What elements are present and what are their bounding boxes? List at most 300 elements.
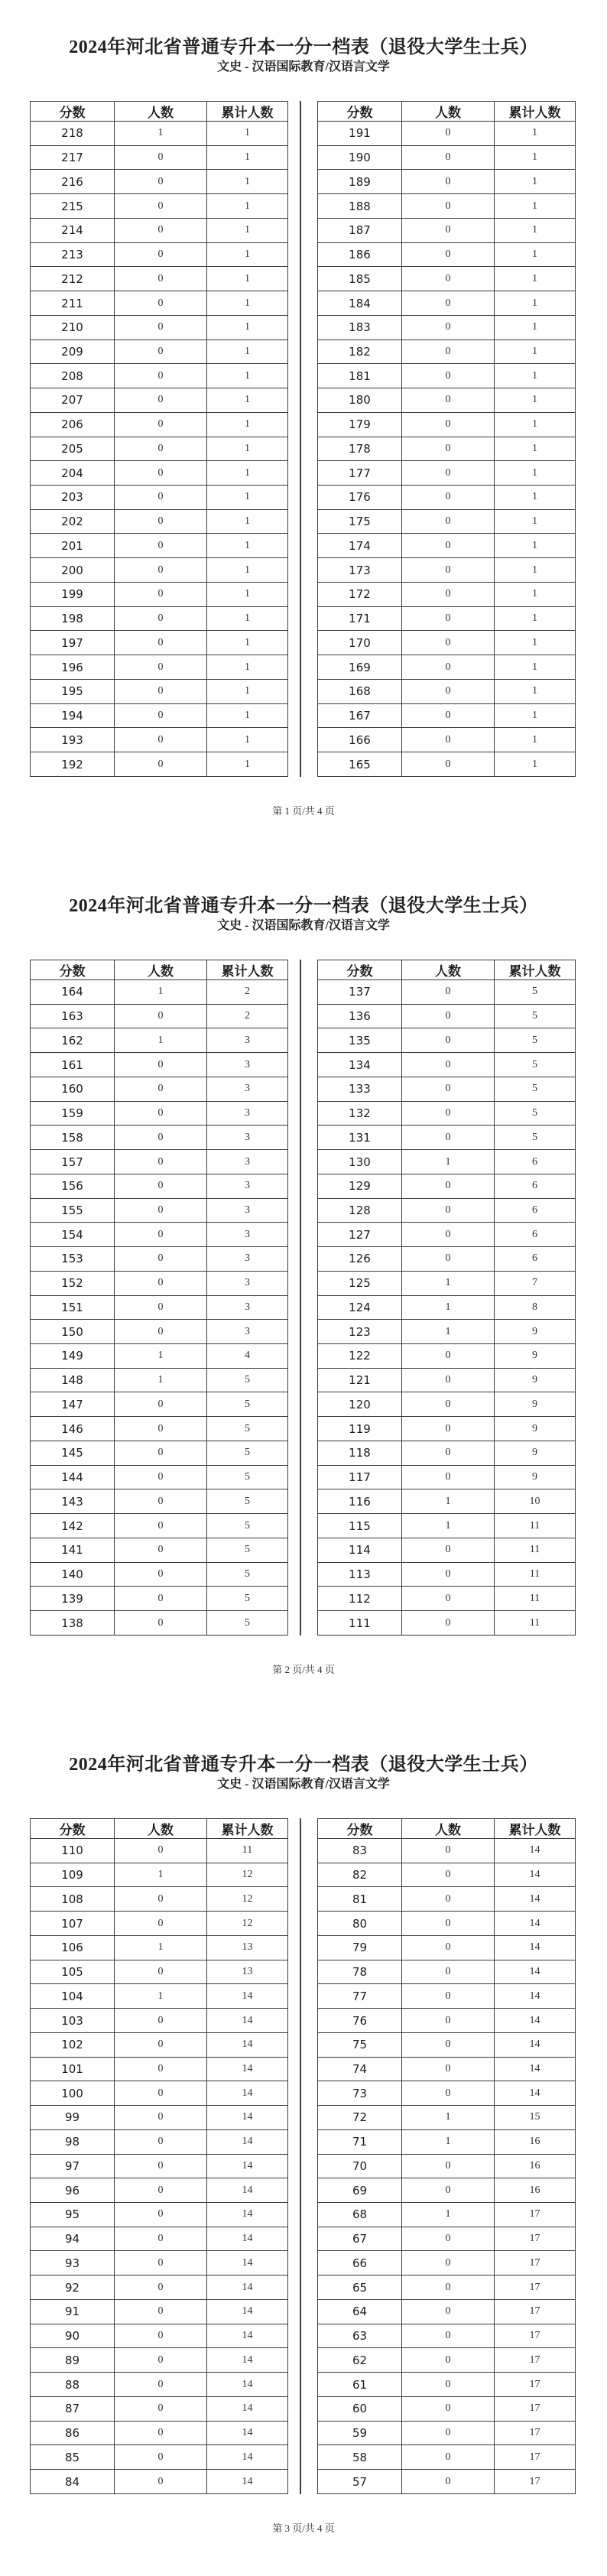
count-cell: 0 — [115, 364, 207, 388]
cumulative-cell: 9 — [495, 1417, 576, 1441]
table-row — [318, 218, 576, 242]
table-row — [31, 1839, 288, 1863]
cumulative-cell: 5 — [207, 1417, 288, 1441]
table-row — [318, 2154, 576, 2178]
cumulative-cell: 6 — [495, 1247, 576, 1272]
cumulative-cell: 1 — [207, 728, 288, 752]
table-row — [318, 2421, 576, 2445]
score-cell: 119 — [318, 1417, 402, 1441]
table-row — [31, 1028, 288, 1053]
score-cell: 202 — [31, 509, 115, 534]
cumulative-cell: 3 — [207, 1320, 288, 1344]
score-cell: 65 — [318, 2276, 402, 2300]
table-row — [318, 1514, 576, 1538]
table-row — [31, 2129, 288, 2154]
score-cell: 107 — [31, 1912, 115, 1936]
table-row — [31, 486, 288, 510]
table-row — [318, 170, 576, 194]
score-cell: 74 — [318, 2057, 402, 2081]
score-cell: 116 — [318, 1489, 402, 1514]
cumulative-cell: 1 — [495, 412, 576, 437]
score-table-right — [317, 1818, 576, 2494]
column-header: 累计人数 — [495, 102, 576, 122]
table-row — [318, 1839, 576, 1863]
cumulative-cell: 3 — [207, 1101, 288, 1126]
table-row — [318, 291, 576, 316]
table-row — [318, 2081, 576, 2106]
table-row — [318, 486, 576, 510]
score-cell: 118 — [318, 1441, 402, 1465]
cumulative-cell: 3 — [207, 1198, 288, 1223]
cumulative-cell: 1 — [207, 339, 288, 364]
table-row — [31, 1174, 288, 1198]
score-cell: 98 — [31, 2129, 115, 2154]
score-cell: 192 — [31, 752, 115, 777]
cumulative-cell: 1 — [495, 291, 576, 316]
page-footer: 第 2 页/共 4 页 — [272, 1664, 335, 1675]
cumulative-cell: 17 — [495, 2324, 576, 2348]
count-cell: 0 — [402, 2324, 495, 2348]
count-cell: 1 — [402, 1150, 495, 1174]
count-cell: 1 — [402, 1271, 495, 1295]
table-row — [31, 509, 288, 534]
table-row — [318, 2470, 576, 2494]
score-cell: 112 — [318, 1587, 402, 1611]
cumulative-cell: 1 — [495, 145, 576, 170]
table-row — [318, 1344, 576, 1369]
page-footer: 第 3 页/共 4 页 — [272, 2522, 335, 2534]
count-cell: 0 — [115, 2421, 207, 2445]
count-cell: 0 — [115, 1489, 207, 1514]
column-header: 人数 — [115, 960, 207, 980]
cumulative-cell: 14 — [207, 2032, 288, 2057]
cumulative-cell: 1 — [207, 315, 288, 339]
table-row — [31, 2373, 288, 2397]
score-cell: 61 — [318, 2373, 402, 2397]
cumulative-cell: 1 — [207, 412, 288, 437]
count-cell: 0 — [402, 1863, 495, 1887]
cumulative-cell: 1 — [495, 655, 576, 680]
count-cell: 0 — [402, 631, 495, 655]
table-row — [318, 437, 576, 461]
table-row — [31, 1271, 288, 1295]
count-cell: 1 — [115, 122, 207, 146]
score-cell: 57 — [318, 2470, 402, 2494]
table-row — [31, 218, 288, 242]
table-row — [31, 1344, 288, 1369]
count-cell: 0 — [115, 1271, 207, 1295]
score-cell: 214 — [31, 218, 115, 242]
cumulative-cell: 14 — [207, 2470, 288, 2494]
table-row — [318, 267, 576, 291]
cumulative-cell: 16 — [495, 2154, 576, 2178]
column-header: 人数 — [402, 102, 495, 122]
table-row — [318, 631, 576, 655]
count-cell: 0 — [115, 2396, 207, 2421]
table-row — [31, 242, 288, 267]
table-row — [31, 558, 288, 583]
count-cell: 0 — [402, 2299, 495, 2324]
score-cell: 207 — [31, 388, 115, 413]
score-cell: 184 — [318, 291, 402, 316]
table-row — [31, 2251, 288, 2276]
score-cell: 138 — [31, 1611, 115, 1636]
table-row — [31, 1247, 288, 1272]
table-row — [318, 2324, 576, 2348]
cumulative-cell: 1 — [495, 509, 576, 534]
count-cell: 0 — [402, 1247, 495, 1272]
count-cell: 0 — [402, 1935, 495, 1960]
score-cell: 84 — [31, 2470, 115, 2494]
cumulative-cell: 1 — [495, 631, 576, 655]
score-cell: 137 — [318, 980, 402, 1005]
score-cell: 73 — [318, 2081, 402, 2106]
table-row — [318, 1174, 576, 1198]
count-cell: 0 — [115, 655, 207, 680]
table-row — [31, 655, 288, 680]
score-cell: 117 — [318, 1465, 402, 1489]
page-2 — [0, 859, 607, 1717]
table-row — [31, 291, 288, 316]
cumulative-cell: 1 — [495, 728, 576, 752]
header-row — [31, 960, 288, 980]
cumulative-cell: 10 — [495, 1489, 576, 1514]
cumulative-cell: 14 — [495, 1984, 576, 2009]
table-row — [31, 2203, 288, 2227]
score-cell: 169 — [318, 655, 402, 680]
cumulative-cell: 9 — [495, 1368, 576, 1392]
count-cell: 0 — [115, 315, 207, 339]
cumulative-cell: 1 — [495, 388, 576, 413]
table-row — [318, 339, 576, 364]
cumulative-cell: 6 — [495, 1174, 576, 1198]
score-cell: 171 — [318, 606, 402, 631]
score-cell: 172 — [318, 582, 402, 606]
cumulative-cell: 14 — [495, 2009, 576, 2033]
column-header: 人数 — [402, 960, 495, 980]
score-cell: 194 — [31, 703, 115, 728]
table-row — [31, 1935, 288, 1960]
cumulative-cell: 14 — [207, 2203, 288, 2227]
count-cell: 0 — [115, 2203, 207, 2227]
count-cell: 0 — [402, 1198, 495, 1223]
page-1 — [0, 0, 607, 859]
score-cell: 122 — [318, 1344, 402, 1369]
table-row — [31, 364, 288, 388]
score-cell: 208 — [31, 364, 115, 388]
table-row — [318, 1489, 576, 1514]
score-cell: 186 — [318, 242, 402, 267]
score-cell: 114 — [318, 1538, 402, 1562]
score-cell: 133 — [318, 1077, 402, 1101]
cumulative-cell: 1 — [207, 218, 288, 242]
cumulative-cell: 3 — [207, 1174, 288, 1198]
cumulative-cell: 1 — [207, 606, 288, 631]
score-table-left — [30, 1818, 288, 2494]
cumulative-cell: 16 — [495, 2129, 576, 2154]
score-cell: 70 — [318, 2154, 402, 2178]
cumulative-cell: 12 — [207, 1912, 288, 1936]
cumulative-cell: 5 — [207, 1562, 288, 1587]
table-row — [31, 194, 288, 219]
cumulative-cell: 14 — [207, 2373, 288, 2397]
cumulative-cell: 1 — [495, 461, 576, 486]
cumulative-cell: 1 — [207, 291, 288, 316]
count-cell: 0 — [402, 582, 495, 606]
count-cell: 0 — [115, 2106, 207, 2130]
table-row — [31, 1611, 288, 1636]
count-cell: 0 — [115, 2009, 207, 2033]
table-row — [318, 2032, 576, 2057]
count-cell: 0 — [115, 2154, 207, 2178]
table-row — [31, 1587, 288, 1611]
score-cell: 147 — [31, 1392, 115, 1417]
table-row — [31, 1984, 288, 2009]
table-row — [318, 2009, 576, 2033]
cumulative-cell: 14 — [495, 2057, 576, 2081]
score-cell: 182 — [318, 339, 402, 364]
score-cell: 121 — [318, 1368, 402, 1392]
score-cell: 198 — [31, 606, 115, 631]
table-row — [31, 679, 288, 703]
table-row — [31, 1887, 288, 1912]
table-row — [318, 388, 576, 413]
count-cell: 0 — [115, 2227, 207, 2251]
count-cell: 0 — [115, 1004, 207, 1028]
score-cell: 132 — [318, 1101, 402, 1126]
cumulative-cell: 3 — [207, 1247, 288, 1272]
cumulative-cell: 17 — [495, 2203, 576, 2227]
count-cell: 0 — [402, 1611, 495, 1636]
count-cell: 1 — [402, 2203, 495, 2227]
count-cell: 0 — [115, 2373, 207, 2397]
cumulative-cell: 1 — [495, 267, 576, 291]
cumulative-cell: 1 — [207, 388, 288, 413]
table-row — [318, 2251, 576, 2276]
cumulative-cell: 5 — [495, 1101, 576, 1126]
table-row — [318, 1247, 576, 1272]
count-cell: 0 — [402, 388, 495, 413]
score-cell: 168 — [318, 679, 402, 703]
count-cell: 0 — [115, 1392, 207, 1417]
column-header: 人数 — [402, 1819, 495, 1839]
table-row — [318, 2373, 576, 2397]
score-cell: 69 — [318, 2178, 402, 2203]
cumulative-cell: 14 — [207, 2129, 288, 2154]
table-row — [31, 582, 288, 606]
table-row — [318, 1912, 576, 1936]
score-cell: 105 — [31, 1960, 115, 1984]
score-cell: 145 — [31, 1441, 115, 1465]
count-cell: 0 — [402, 2009, 495, 2033]
score-cell: 76 — [318, 2009, 402, 2033]
count-cell: 0 — [115, 1101, 207, 1126]
cumulative-cell: 5 — [207, 1392, 288, 1417]
count-cell: 0 — [115, 1223, 207, 1247]
count-cell: 0 — [115, 703, 207, 728]
score-cell: 170 — [318, 631, 402, 655]
cumulative-cell: 16 — [495, 2178, 576, 2203]
score-cell: 134 — [318, 1053, 402, 1077]
table-row — [318, 315, 576, 339]
cumulative-cell: 9 — [495, 1465, 576, 1489]
count-cell: 0 — [115, 679, 207, 703]
table-row — [318, 1887, 576, 1912]
table-row — [31, 1417, 288, 1441]
count-cell: 0 — [402, 1587, 495, 1611]
score-cell: 203 — [31, 486, 115, 510]
score-cell: 167 — [318, 703, 402, 728]
table-row — [31, 2178, 288, 2203]
page-footer: 第 1 页/共 4 页 — [272, 805, 335, 817]
score-cell: 206 — [31, 412, 115, 437]
count-cell: 1 — [402, 1295, 495, 1320]
count-cell: 0 — [402, 412, 495, 437]
count-cell: 0 — [402, 1465, 495, 1489]
count-cell: 0 — [115, 267, 207, 291]
count-cell: 1 — [402, 1489, 495, 1514]
cumulative-cell: 14 — [495, 1863, 576, 1887]
count-cell: 0 — [402, 2445, 495, 2470]
score-cell: 110 — [31, 1839, 115, 1863]
column-header: 分数 — [318, 1819, 402, 1839]
cumulative-cell: 14 — [495, 1912, 576, 1936]
table-row — [31, 1198, 288, 1223]
table-row — [318, 1004, 576, 1028]
table-divider — [300, 960, 301, 1636]
count-cell: 1 — [402, 1320, 495, 1344]
count-cell: 0 — [115, 486, 207, 510]
score-cell: 189 — [318, 170, 402, 194]
score-cell: 212 — [31, 267, 115, 291]
score-cell: 129 — [318, 1174, 402, 1198]
count-cell: 0 — [402, 509, 495, 534]
table-row — [318, 2106, 576, 2130]
score-cell: 166 — [318, 728, 402, 752]
cumulative-cell: 1 — [495, 534, 576, 558]
count-cell: 0 — [115, 1441, 207, 1465]
cumulative-cell: 5 — [207, 1441, 288, 1465]
count-cell: 0 — [115, 1912, 207, 1936]
score-cell: 200 — [31, 558, 115, 583]
count-cell: 0 — [115, 1198, 207, 1223]
cumulative-cell: 14 — [207, 2299, 288, 2324]
count-cell: 1 — [115, 1863, 207, 1887]
cumulative-cell: 5 — [207, 1587, 288, 1611]
table-row — [318, 194, 576, 219]
cumulative-cell: 1 — [207, 170, 288, 194]
cumulative-cell: 14 — [207, 2009, 288, 2033]
score-cell: 179 — [318, 412, 402, 437]
cumulative-cell: 1 — [495, 703, 576, 728]
cumulative-cell: 1 — [495, 606, 576, 631]
table-row — [31, 2276, 288, 2300]
count-cell: 0 — [402, 1174, 495, 1198]
table-row — [318, 145, 576, 170]
score-cell: 193 — [31, 728, 115, 752]
count-cell: 0 — [402, 1126, 495, 1150]
cumulative-cell: 9 — [495, 1441, 576, 1465]
table-row — [31, 606, 288, 631]
column-header: 累计人数 — [495, 1819, 576, 1839]
count-cell: 0 — [402, 2081, 495, 2106]
cumulative-cell: 5 — [207, 1489, 288, 1514]
count-cell: 0 — [402, 242, 495, 267]
count-cell: 0 — [402, 1984, 495, 2009]
score-cell: 89 — [31, 2348, 115, 2373]
score-cell: 143 — [31, 1489, 115, 1514]
count-cell: 0 — [402, 339, 495, 364]
table-row — [31, 315, 288, 339]
score-cell: 181 — [318, 364, 402, 388]
score-cell: 111 — [318, 1611, 402, 1636]
table-row — [318, 1863, 576, 1887]
column-header: 人数 — [115, 102, 207, 122]
count-cell: 0 — [115, 2057, 207, 2081]
count-cell: 1 — [402, 1514, 495, 1538]
table-row — [31, 2324, 288, 2348]
table-row — [318, 461, 576, 486]
table-row — [318, 2299, 576, 2324]
count-cell: 0 — [402, 2470, 495, 2494]
cumulative-cell: 3 — [207, 1223, 288, 1247]
table-row — [31, 2154, 288, 2178]
score-cell: 80 — [318, 1912, 402, 1936]
table-row — [318, 1126, 576, 1150]
page-subtitle: 文史 - 汉语国际教育/汉语言文学 — [217, 1778, 390, 1791]
count-cell: 0 — [115, 1053, 207, 1077]
score-cell: 88 — [31, 2373, 115, 2397]
score-cell: 180 — [318, 388, 402, 413]
table-row — [318, 1441, 576, 1465]
column-header: 分数 — [318, 102, 402, 122]
score-cell: 101 — [31, 2057, 115, 2081]
cumulative-cell: 1 — [207, 194, 288, 219]
count-cell: 0 — [402, 486, 495, 510]
score-cell: 177 — [318, 461, 402, 486]
cumulative-cell: 1 — [495, 364, 576, 388]
cumulative-cell: 17 — [495, 2251, 576, 2276]
table-row — [31, 980, 288, 1005]
table-row — [31, 1489, 288, 1514]
table-row — [318, 1465, 576, 1489]
score-cell: 63 — [318, 2324, 402, 2348]
table-row — [31, 728, 288, 752]
table-row — [318, 1077, 576, 1101]
cumulative-cell: 2 — [207, 1004, 288, 1028]
cumulative-cell: 17 — [495, 2227, 576, 2251]
table-divider — [300, 1818, 301, 2494]
table-row — [31, 2470, 288, 2494]
table-row — [31, 339, 288, 364]
count-cell: 0 — [402, 2178, 495, 2203]
count-cell: 0 — [402, 558, 495, 583]
cumulative-cell: 11 — [495, 1587, 576, 1611]
score-cell: 92 — [31, 2276, 115, 2300]
count-cell: 0 — [402, 364, 495, 388]
cumulative-cell: 1 — [207, 267, 288, 291]
score-cell: 162 — [31, 1028, 115, 1053]
cumulative-cell: 11 — [207, 1839, 288, 1863]
score-cell: 141 — [31, 1538, 115, 1562]
table-row — [318, 1198, 576, 1223]
table-row — [31, 1101, 288, 1126]
header-row — [318, 102, 576, 122]
table-row — [31, 2227, 288, 2251]
cumulative-cell: 14 — [207, 2445, 288, 2470]
count-cell: 0 — [402, 679, 495, 703]
count-cell: 0 — [115, 2299, 207, 2324]
